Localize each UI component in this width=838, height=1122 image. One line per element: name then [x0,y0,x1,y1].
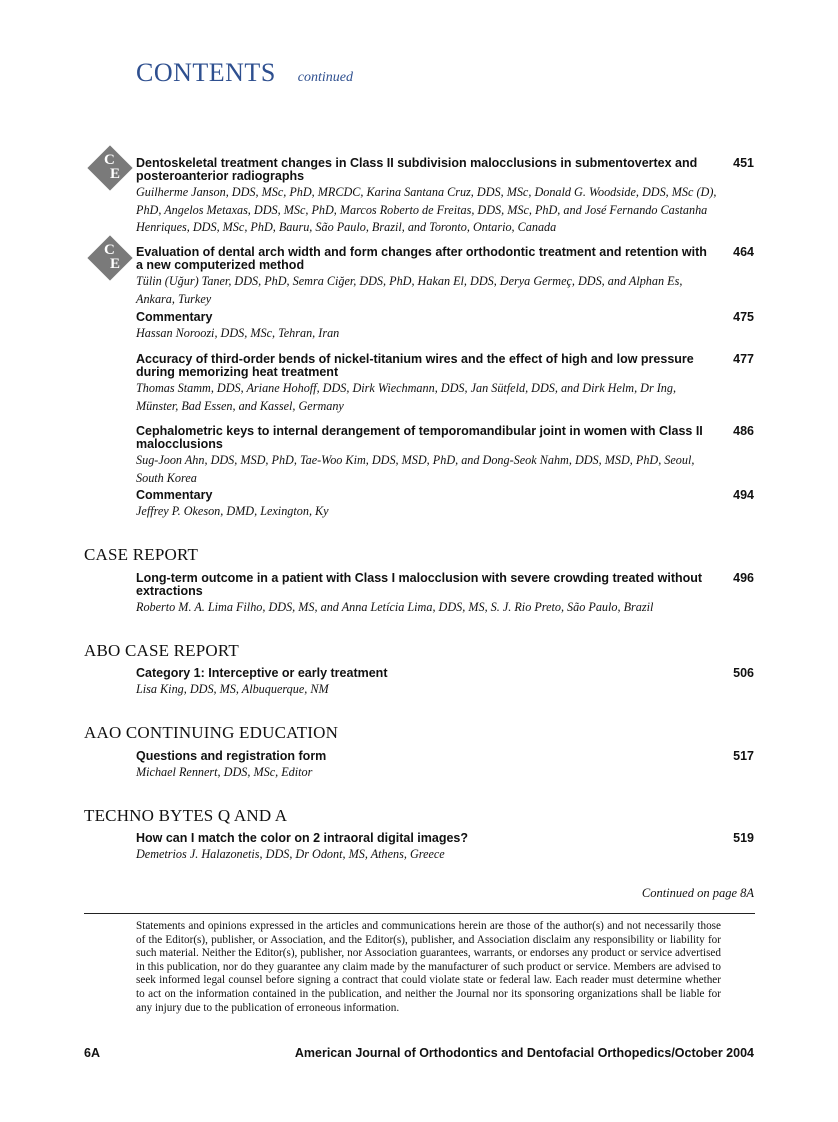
toc-entry[interactable] [136,832,758,864]
contents-heading [136,58,353,88]
section-heading: CASE REPORT [84,545,199,564]
article-authors: Roberto M. A. Lima Filho, DDS, MS, and Anna Letícia Lima, DDS, MS, S. J. Rio Preto, São Paulo, Brazil [136,600,654,614]
article-authors: Jeffrey P. Okeson, DMD, Lexington, Ky [136,504,329,518]
disclaimer-text: Statements and opinions expressed in the articles and communications herein are those of the author(s) and not necessarily those of the Editor(s), publisher, or Association, and the Editor(s), publisher, and Association disclaim any responsibility or liability for such material. Neither the Editor(s), publisher, nor Association guarantees, warrants, or endorses any product or service advertised in this publication, nor do they guarantee any claim made by the manufacturer of such product or service. Members are advised to seek informed legal counsel before signing a contract that could violate state or federal law. Each reader must determine whether to act on the information contained in the publication, and neither the Journal nor its sponsoring organizations shall be liable for any injury due to the publication of erroneous information. [136,920,721,1014]
page-subtitle: continued [297,70,353,85]
article-authors: Tülin (Uğur) Taner, DDS, PhD, Semra Ciğer, DDS, PhD, Hakan El, DDS, Derya Germeç, DDS, and Alphan Es, Ankara, Turkey [136,274,683,306]
toc-entry[interactable] [136,750,758,782]
page-number: 519 [733,831,754,845]
page-number: 475 [733,310,754,324]
article-title[interactable]: Commentary [136,310,213,324]
page-number: 477 [733,352,754,366]
page-number: 494 [733,488,754,502]
article-title[interactable]: Cephalometric keys to internal derangement of temporomandibular joint in women with Class II malocclusions [136,424,703,451]
toc-entry[interactable] [136,353,758,415]
article-title[interactable]: How can I match the color on 2 intraoral digital images? [136,831,469,845]
section-heading: ABO CASE REPORT [84,641,240,660]
article-authors: Michael Rennert, DDS, MSc, Editor [136,765,313,779]
page-title: CONTENTS [136,58,276,87]
article-title[interactable]: Dentoskeletal treatment changes in Class II subdivision malocclusions in submentovertex and posteroanterior radiographs [136,156,698,183]
section-heading: TECHNO BYTES Q AND A [84,806,288,825]
toc-entry[interactable] [136,572,758,617]
toc-entry[interactable] [136,157,758,237]
toc-entry[interactable] [136,246,758,308]
toc-entry[interactable] [136,667,758,699]
divider [84,913,755,914]
ce-credit-icon: C E [88,146,132,190]
page-number: 496 [733,571,754,585]
article-authors: Sug-Joon Ahn, DDS, MSD, PhD, Tae-Woo Kim, DDS, MSD, PhD, and Dong-Seok Nahm, DDS, MSD, PhD, Seoul, South Korea [136,453,695,485]
article-authors: Hassan Noroozi, DDS, MSc, Tehran, Iran [136,326,340,340]
article-authors: Thomas Stamm, DDS, Ariane Hohoff, DDS, Dirk Wiechmann, DDS, Jan Sütfeld, DDS, and Dirk Helm, Dr Ing, Münster, Bad Essen, and Kassel, Germany [136,381,677,413]
article-title[interactable]: Long-term outcome in a patient with Class I malocclusion with severe crowding treated without extractions [136,571,703,598]
continued-note[interactable]: Continued on page 8A [641,886,754,900]
article-title[interactable]: Questions and registration form [136,749,327,763]
toc-entry[interactable] [136,311,758,343]
page-number: 486 [733,424,754,438]
article-authors: Guilherme Janson, DDS, MSc, PhD, MRCDC, Karina Santana Cruz, DDS, MSc, Donald G. Woodside, DDS, MSc (D), PhD, Angelos Metaxas, DDS, MSc, PhD, Marcos Roberto de Freitas, DDS, MSc, PhD, and José Fernando Castanha Henriques, DDS, MSc, PhD, Bauru, São Paulo, Brazil, and Toronto, Ontario, Canada [136,185,717,234]
page-number: 506 [733,666,754,680]
article-title[interactable]: Category 1: Interceptive or early treatment [136,666,388,680]
article-title[interactable]: Evaluation of dental arch width and form changes after orthodontic treatment and retention with a new computerized method [136,245,707,272]
article-authors: Lisa King, DDS, MS, Albuquerque, NM [136,682,329,696]
ce-credit-icon: C E [88,236,132,280]
page-number: 451 [733,156,754,170]
footer-page-label: 6A [84,1046,100,1060]
section-heading: AAO CONTINUING EDUCATION [84,723,339,742]
article-title[interactable]: Commentary [136,488,213,502]
page-number: 464 [733,245,754,259]
footer-journal-title: American Journal of Orthodontics and Dentofacial Orthopedics/October 2004 [294,1046,754,1060]
article-authors: Demetrios J. Halazonetis, DDS, Dr Odont, MS, Athens, Greece [136,847,445,861]
page-number: 517 [733,749,754,763]
article-title[interactable]: Accuracy of third-order bends of nickel-titanium wires and the effect of high and low pressure during memorizing heat treatment [136,352,694,379]
toc-entry[interactable] [136,489,758,521]
toc-entry[interactable] [136,425,758,487]
